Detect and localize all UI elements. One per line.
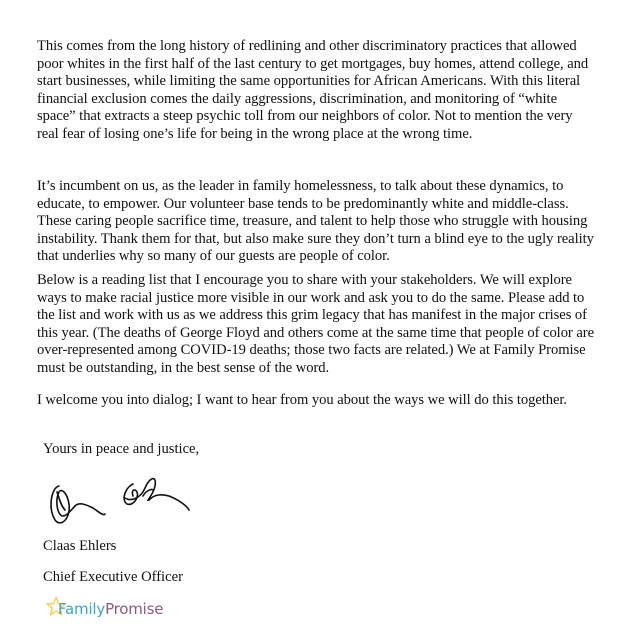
logo-text	[58, 601, 163, 619]
logo-word-family: Family	[58, 600, 106, 618]
logo-word-promise: Promise	[105, 600, 164, 618]
letter-paragraph-2: It’s incumbent on us, as the leader in family homelessness, to talk about these dynamics, to educate, to empower. Our volunteer base tends to be predominantly white and middle-class. These caring people sacrifice time, treasure, and talent to help those who struggle with housing instability. Thank them for that, but also make sure they don’t turn a blind eye to the ugly reality that underlies why so many of our guests are people of color.	[37, 178, 594, 264]
letter-closing: Yours in peace and justice,	[43, 441, 200, 457]
signer-title: Chief Executive Officer	[43, 569, 183, 585]
letter-paragraph-4: I welcome you into dialog; I want to hear from you about the ways we will do this together.	[37, 392, 568, 408]
family-promise-logo	[46, 596, 196, 626]
signer-name: Claas Ehlers	[43, 538, 117, 554]
letter-paragraph-1: This comes from the long history of redlining and other discriminatory practices that allowed poor whites in the first half of the last century to get mortgages, buy homes, attend college, and start businesses, while limiting the same opportunities for African Americans. With this literal financial exclusion comes the daily aggressions, discrimination, and monitoring of “white space” that extracts a steep psychic toll from our neighbors of color. Not to mention the very real fear of losing one’s life for being in the wrong place at the wrong time.	[37, 38, 589, 142]
letter-paragraph-3: Below is a reading list that I encourage you to share with your stakeholders. We will explore ways to make racial justice more visible in our work and ask you to do the same. Please add to the list and work with us as we address this grim legacy that has manifest in the major crises of this year. (The deaths of George Floyd and others come at the same time that people of color are over-represented among COVID-19 deaths; those two facts are related.) We at Family Promise must be outstanding, in the best sense of the word.	[37, 272, 595, 376]
signature-icon	[45, 468, 195, 528]
